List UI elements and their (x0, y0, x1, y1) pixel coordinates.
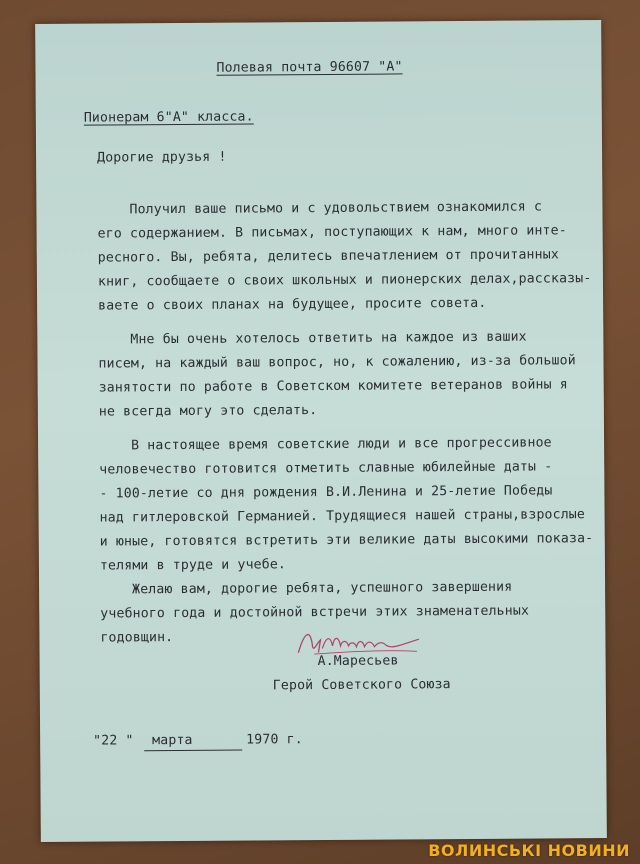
signer-name: А.Маресьев (317, 653, 399, 670)
paragraph-1-line-2: его содержанием. В письмах, поступающих к нам, много инте- (97, 223, 567, 242)
paragraph-1-line-4: книг, сообщаете о своих школьных и пионерских делах,рассказы- (97, 271, 592, 290)
date-month: марта (152, 732, 193, 749)
paragraph-3-line-5: и юные, готовятся встретить эти великие даты высокими показа- (99, 531, 594, 550)
paragraph-2-line-2: писем, на каждый ваш вопрос, но, к сожалению, из-за большой (98, 353, 576, 372)
letter-sheet (35, 20, 607, 842)
addressee-line: Пионерам 6"А" класса. (83, 109, 254, 126)
paragraph-4-line-3: годовщин. (100, 630, 174, 646)
paragraph-2-line-4: не всегда могу это сделать. (98, 403, 318, 420)
paragraph-3-line-1: В настоящее время советские люди и все прогрессивное (131, 435, 552, 454)
paragraph-1-line-3: ресного. Вы, ребята, делитесь впечатлением от прочитанных (97, 247, 559, 266)
news-site-watermark: ВОЛИНСЬКІ НОВИНИ (428, 841, 630, 860)
signer-title: Герой Советского Союза (272, 677, 451, 694)
paragraph-3-line-6: телями в труде и учебе. (99, 557, 287, 574)
paragraph-3-line-4: над гитлеровской Германией. Трудящиеся нашей страны,взрослые (99, 507, 586, 526)
date-month-underline (144, 750, 242, 752)
paragraph-2-line-1: Мне бы очень хотелось ответить на каждое из ваших (130, 329, 527, 348)
paragraph-3-line-3: - 100-летие со дня рождения В.И.Ленина и 25-летие Победы (99, 483, 553, 502)
paragraph-3-line-2: человечество готовится отметить славные юбилейные даты - (99, 459, 553, 478)
paragraph-1-line-1: Получил ваше письмо и с удовольствием ознакомился с (129, 199, 543, 218)
date-year: 1970 г. (246, 732, 303, 748)
paragraph-2-line-3: занятости по работе в Советском комитете ветеранов войны я (98, 377, 568, 396)
field-post-header: Полевая почта 96607 "А" (216, 59, 403, 76)
salutation: Дорогие друзья ! (97, 149, 227, 166)
paragraph-4-line-2: учебного года и достойной встречи этих знаменательных (100, 603, 530, 622)
paragraph-4-line-1: Желаю вам, дорогие ребята, успешного завершения (132, 579, 513, 598)
paragraph-1-line-5: ваете о своих планах на будущее, просите совета. (98, 295, 487, 314)
date-day: "22 " (93, 733, 134, 749)
